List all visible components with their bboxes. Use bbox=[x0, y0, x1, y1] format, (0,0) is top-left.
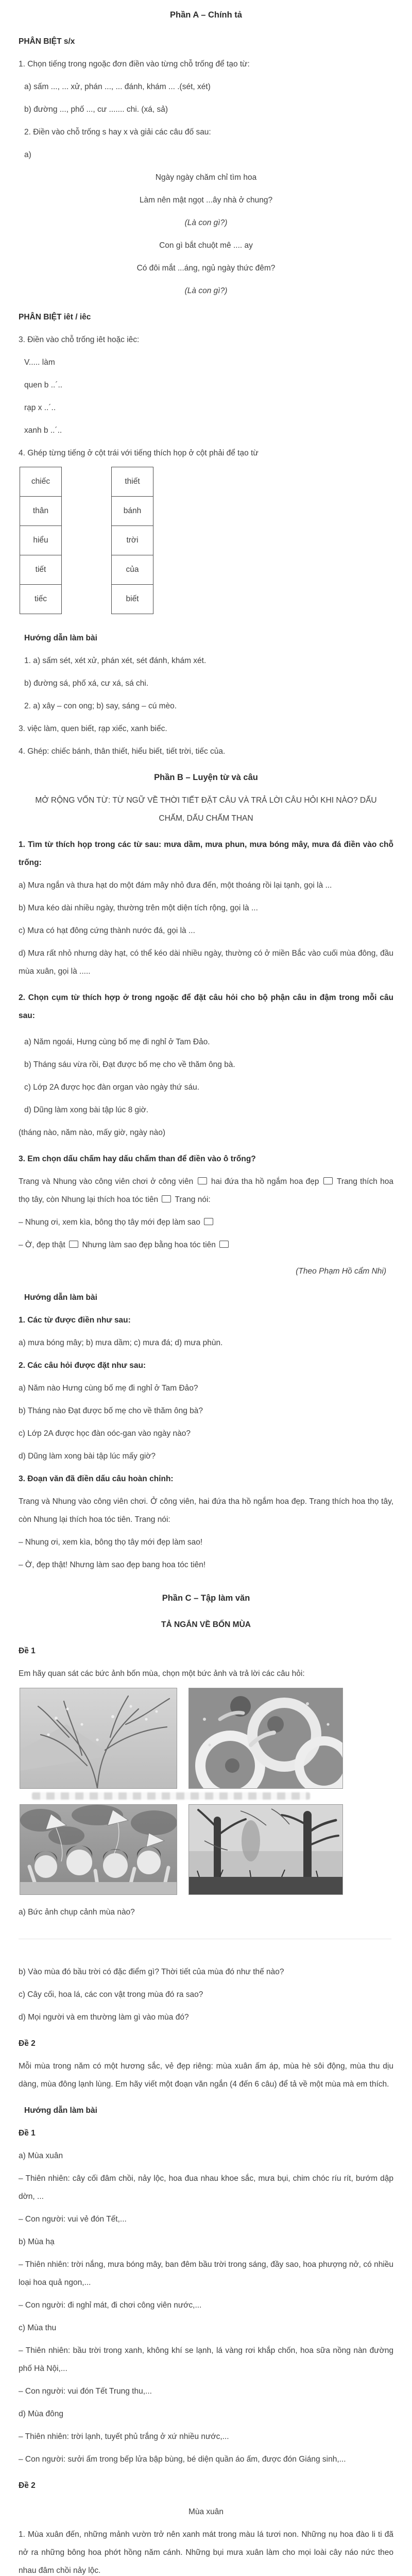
part-a-title: Phần A – Chính tả bbox=[170, 10, 242, 20]
guide-b1: 1. Các từ được điền như sau: bbox=[19, 1316, 131, 1325]
blank-box-icon bbox=[323, 1177, 333, 1184]
fill-punctuation-paragraph bbox=[19, 1173, 393, 1209]
season-people: – Con người: đi nghỉ mát, đi chơi công viên nước,... bbox=[19, 2301, 202, 2310]
question-b1a: a) Mưa ngắn và thưa hạt do một đám mây nhỏ đưa đến, một thoáng rồi lại tạnh, gọi là ... bbox=[19, 881, 332, 890]
fill-item: V..... làm bbox=[24, 358, 55, 367]
guide-heading-b: Hướng dẫn làm bài bbox=[24, 1293, 97, 1302]
photo-summer-water-park-children bbox=[188, 1688, 343, 1789]
part-c-subtitle: TẢ NGẮN VỀ BỐN MÙA bbox=[161, 1620, 251, 1629]
answer-line: b) Tháng nào Đạt được bố mẹ cho về thăm ông bà? bbox=[19, 1406, 203, 1415]
answer-line: c) Lớp 2A được học đàn oóc-gan vào ngày nào? bbox=[19, 1429, 191, 1438]
photo-winter-bare-trees-lake bbox=[188, 1804, 343, 1895]
question-b1: 1. Tìm từ thích họp trong các từ sau: mưa dầm, mưa phun, mưa bóng mây, mưa đá điền vào chỗ trống: bbox=[19, 840, 393, 867]
answer-line: 3. việc làm, quen biết, rạp xiếc, xanh biếc. bbox=[19, 724, 167, 733]
fill-item: quen b ..´.. bbox=[24, 381, 63, 389]
blank-box-icon bbox=[219, 1241, 229, 1248]
match-cell: hiểu bbox=[20, 526, 62, 555]
four-seasons-photo-grid bbox=[20, 1688, 393, 1895]
blank-box-icon bbox=[69, 1241, 78, 1248]
match-cell: tiết bbox=[20, 555, 62, 585]
question-a1b: b) đường ..., phố ..., cư ....... chi. (xá, sả) bbox=[24, 105, 168, 114]
question-a1: 1. Chọn tiếng trong ngoặc đơn điền vào từng chỗ trống để tạo từ: bbox=[19, 60, 250, 69]
guide-topic-1: Đề 1 bbox=[19, 2129, 36, 2138]
answer-line: d) Dũng làm xong bài tập lúc mấy giờ? bbox=[19, 1452, 156, 1461]
riddle-a-label: a) bbox=[24, 150, 31, 159]
text-segment: Trang thích hoa thọ tây, còn Nhung lại thích hoa tóc tiên bbox=[19, 1177, 393, 1204]
answer-line: b) đường sá, phố xá, cư xá, sá chi. bbox=[24, 679, 149, 688]
photo-spring-blossom-branches bbox=[20, 1688, 177, 1789]
question-a2: 2. Điền vào chỗ trống s hay x và giải các câu đố sau: bbox=[24, 128, 211, 137]
answer-line: 2. a) xây – con ong; b) say, sáng – cú mèo. bbox=[24, 702, 177, 710]
text-segment: Nhưng làm sao đẹp bằng hoa tóc tiên bbox=[80, 1241, 218, 1249]
fill-item: xanh b ..´.. bbox=[24, 426, 62, 435]
match-cell: trời bbox=[111, 526, 153, 555]
season-nature: – Thiên nhiên: trời nắng, mưa bóng mây, ban đêm bầu trời trong sáng, đầy sao, hoa phượng nở, có nhiều loại hoa quả ngon,... bbox=[19, 2260, 393, 2287]
guide-b2: 2. Các câu hỏi được đặt như sau: bbox=[19, 1361, 146, 1370]
question-a4: 4. Ghép từng tiếng ở cột trái với tiếng thích họp ở cột phải để tạo từ bbox=[19, 449, 259, 457]
blank-box-icon bbox=[162, 1195, 171, 1202]
riddle-answer-hint: (Là con gì?) bbox=[184, 218, 228, 227]
question-b2b: b) Tháng sáu vừa rồi, Đạt được bố mẹ cho về thăm ông bà. bbox=[24, 1060, 235, 1069]
match-cell: thiết bbox=[111, 467, 153, 497]
season-nature: – Thiên nhiên: trời lạnh, tuyết phủ trắng ở xứ nhiều nước,... bbox=[19, 2432, 229, 2441]
match-cell: biết bbox=[111, 584, 153, 614]
matching-table bbox=[20, 467, 393, 614]
season-people: – Con người: sưởi ấm trong bếp lửa bập bùng, bé diện quần áo ấm, được đón Giáng sinh,... bbox=[19, 2455, 346, 2464]
season-people: – Con người: vui vẻ đón Tết,... bbox=[19, 2215, 127, 2224]
guide-heading-c: Hướng dẫn làm bài bbox=[24, 2106, 97, 2115]
answer-line: 4. Ghép: chiếc bánh, thân thiết, hiểu biết, tiết trời, tiếc của. bbox=[19, 747, 226, 756]
question-b3: 3. Em chọn dấu chấm hay dấu chấm than để điền vào ô trống? bbox=[19, 1155, 256, 1163]
riddle-line: Con gì bắt chuột mê .... ay bbox=[159, 241, 253, 250]
essay-title-spring: Mùa xuân bbox=[188, 2507, 224, 2516]
riddle-line: Có đôi mắt ...áng, ngủ ngày thức đêm? bbox=[136, 264, 276, 273]
riddle-line: Làm nên mật ngọt ...ây nhà ở chung? bbox=[139, 196, 273, 205]
dialogue-line bbox=[19, 1213, 393, 1231]
season-people: – Con người: vui đón Tết Trung thu,... bbox=[19, 2387, 152, 2396]
text-segment: – Ờ, đẹp thật bbox=[19, 1241, 68, 1249]
part-b-subtitle: MỞ RỘNG VỐN TỪ: TỪ NGỮ VỀ THỜI TIẾT ĐẶT CÂU VÀ TRẢ LỜI CÂU HỎI KHI NÀO? DẤU CHẤM, DẤU CHẤM THAN bbox=[35, 796, 377, 823]
season-nature: – Thiên nhiên: cây cối đâm chồi, nảy lộc, hoa đua nhau khoe sắc, mưa bụi, chim chóc ríu rít, bướm dập dờn, ... bbox=[19, 2174, 393, 2201]
section-heading-iet-iec: PHÂN BIỆT iêt / iêc bbox=[19, 313, 91, 321]
season-item: a) Mùa xuân bbox=[19, 2151, 63, 2160]
question-a1a: a) sấm ..., ... xử, phán ..., ... đánh, khám ... .(sét, xét) bbox=[24, 82, 211, 91]
topic-1-prompt: Em hãy quan sát các bức ảnh bốn mùa, chọn một bức ảnh và trả lời các câu hỏi: bbox=[19, 1669, 305, 1678]
answer-paragraph: Trang và Nhung vào công viên chơi. Ở công viên, hai đứa tha hồ ngắm hoa đẹp. Trang thích hoa thọ tây, còn Nhung lại thích hoa tóc tiên. Trang nói: bbox=[19, 1497, 393, 1524]
question-b1b: b) Mưa kéo dài nhiều ngày, thường trên một diện tích rộng, gọi là ... bbox=[19, 904, 258, 912]
photo-question-a: a) Bức ảnh chụp cảnh mùa nào? bbox=[19, 1908, 135, 1917]
guide-b3: 3. Đoạn văn đã điền dấu câu hoàn chỉnh: bbox=[19, 1475, 174, 1483]
text-segment: Trang nói: bbox=[173, 1195, 211, 1204]
match-cell: của bbox=[111, 555, 153, 585]
guide-heading-a: Hướng dẫn làm bài bbox=[24, 634, 97, 642]
photo-question-c: c) Cây cối, hoa lá, các con vật trong mùa đó ra sao? bbox=[19, 1990, 203, 1999]
guide-topic-2: Đề 2 bbox=[19, 2481, 36, 2490]
part-c-title: Phần C – Tập làm văn bbox=[162, 1594, 250, 1603]
match-cell: tiếc bbox=[20, 584, 62, 614]
text-segment: Trang và Nhung vào công viên chơi ở công viên bbox=[19, 1177, 196, 1186]
blank-box-icon bbox=[198, 1177, 207, 1184]
text-segment: – Nhung ơi, xem kìa, bông thọ tây mới đẹp làm sao bbox=[19, 1218, 203, 1227]
photo-row-top bbox=[20, 1688, 393, 1789]
matching-right-column bbox=[111, 467, 153, 614]
text-segment: hai đứa tha hồ ngắm hoa đẹp bbox=[208, 1177, 322, 1186]
question-b2c: c) Lớp 2A được học đàn organ vào ngày thứ sáu. bbox=[24, 1083, 200, 1092]
photo-question-b: b) Vào mùa đó bầu trời có đặc điểm gì? Thời tiết của mùa đó như thế nào? bbox=[19, 1968, 284, 1976]
photo-row-bottom bbox=[20, 1804, 393, 1895]
season-item: b) Mùa hạ bbox=[19, 2238, 55, 2246]
match-cell: bánh bbox=[111, 496, 153, 526]
page-bleed-artifact bbox=[32, 1792, 310, 1800]
blank-box-icon bbox=[204, 1218, 213, 1225]
match-cell: chiếc bbox=[20, 467, 62, 497]
riddle-line: Ngày ngày chăm chỉ tìm hoa bbox=[155, 173, 257, 182]
match-cell: thân bbox=[20, 496, 62, 526]
matching-left-column bbox=[20, 467, 62, 614]
dialogue-line: – Ờ, đẹp thật! Nhưng làm sao đẹp bang hoa tóc tiên! bbox=[19, 1561, 206, 1569]
answer-line: a) Năm nào Hưng cùng bố mẹ đi nghỉ ở Tam Đảo? bbox=[19, 1384, 198, 1393]
section-heading-sx: PHÂN BIỆT s/x bbox=[19, 37, 75, 46]
riddle-answer-hint: (Là con gì?) bbox=[184, 286, 228, 295]
question-b2a: a) Năm ngoái, Hưng cùng bố mẹ đi nghỉ ở Tam Đảo. bbox=[24, 1038, 210, 1046]
question-b2d: d) Dũng làm xong bài tập lúc 8 giờ. bbox=[24, 1106, 149, 1114]
topic-1-heading: Đề 1 bbox=[19, 1647, 36, 1655]
essay-paragraph: 1. Mùa xuân đến, những mảnh vườn trở nên xanh mát trong màu lá tươi non. Những nụ hoa đào li ti đã nở ra những bông hoa phớt hồng năm cánh. Những bụi mưa xuân làm cho mọi loài cây náo nức theo nhau đâm chồi nảy lộc. bbox=[19, 2530, 393, 2575]
question-b2: 2. Chọn cụm từ thích hợp ở trong ngoặc để đặt câu hỏi cho bộ phận câu in đậm trong mỗi câu sau: bbox=[19, 993, 393, 1020]
fill-item: rạp x ..´.. bbox=[24, 403, 56, 412]
author-credit: (Theo Phạm Hồ cẩm Nhi) bbox=[296, 1267, 386, 1276]
topic-2-heading: Đề 2 bbox=[19, 2039, 36, 2048]
topic-2-prompt: Mỗi mùa trong năm có một hương sắc, vẻ đẹp riêng: mùa xuân ấm áp, mùa hè sôi động, mùa thu dịu dàng, mùa đông lạnh lùng. Em hãy viết một đoạn văn ngắn (4 đến 6 câu) để tả về một mùa mà em thích. bbox=[19, 2062, 393, 2089]
season-item: c) Mùa thu bbox=[19, 2324, 57, 2332]
season-item: d) Mùa đông bbox=[19, 2410, 64, 2418]
dialogue-line: – Nhung ơi, xem kìa, bông thọ tây mới đẹp làm sao! bbox=[19, 1538, 203, 1547]
question-b2-options: (tháng nào, năm nào, mấy giờ, ngày nào) bbox=[19, 1128, 166, 1137]
photo-autumn-festival-children bbox=[20, 1804, 177, 1895]
answer-line: 1. a) sấm sét, xét xử, phán xét, sét đánh, khám xét. bbox=[24, 656, 207, 665]
question-b1d: d) Mưa rất nhỏ nhưng dày hạt, có thể kéo dài nhiều ngày, thường có ở miền Bắc vào cuối mùa đông, đầu mùa xuân, gọi là ..... bbox=[19, 949, 393, 976]
part-b-title: Phần B – Luyện từ và câu bbox=[154, 773, 258, 782]
answer-line: a) mưa bóng mây; b) mưa dầm; c) mưa đá; d) mưa phùn. bbox=[19, 1338, 223, 1347]
photo-question-d: d) Mọi người và em thường làm gì vào mùa đó? bbox=[19, 2013, 189, 2022]
question-a3: 3. Điền vào chỗ trống iêt hoặc iêc: bbox=[19, 335, 140, 344]
question-b1c: c) Mưa có hạt đông cứng thành nước đá, gọi là ... bbox=[19, 926, 195, 935]
season-nature: – Thiên nhiên: bầu trời trong xanh, không khí se lạnh, lá vàng rơi khắp chốn, hoa sữa nồng nàn đường phố Hà Nội,... bbox=[19, 2346, 393, 2373]
dialogue-line bbox=[19, 1236, 393, 1254]
